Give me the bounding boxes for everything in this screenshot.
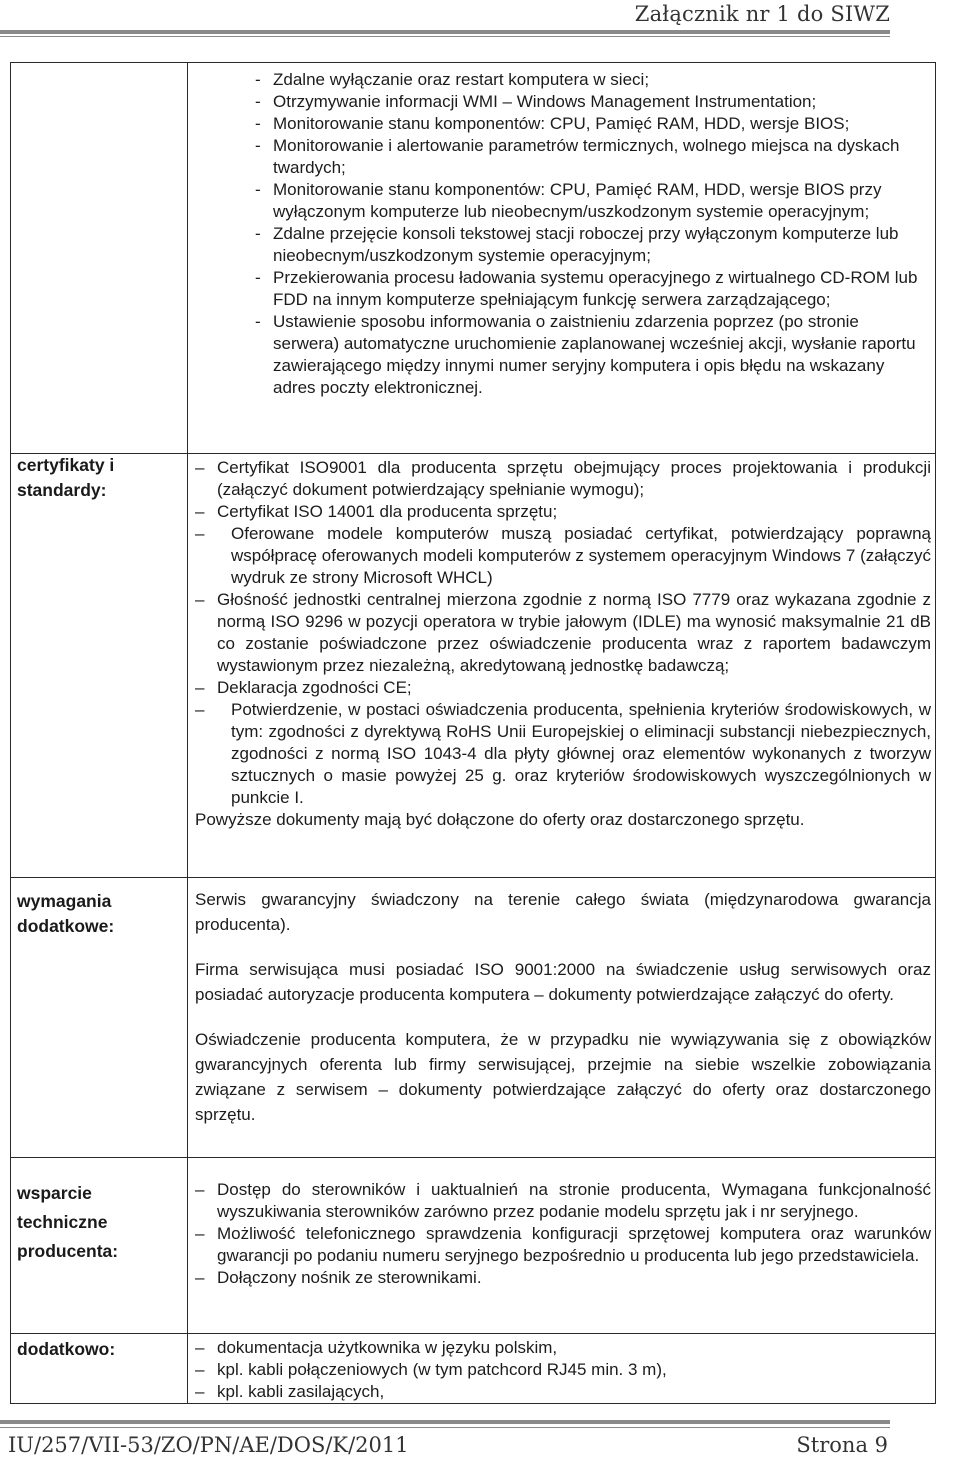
row-divider: [11, 877, 935, 878]
list-item: - Monitorowanie stanu komponentów: CPU, Pamięć RAM, HDD, wersje BIOS przy wyłączonym komputerze lub nieobecnym/uszkodzonym systemie operacyjnym;: [255, 180, 882, 221]
list-item: – Potwierdzenie, w postaci oświadczenia producenta, spełnienia kryteriów środowiskowych, w tym: zgodności z dyrektywą RoHS Unii Europejskiej o eliminacji substancji niebezpiecznych, zgodności z normą ISO 1043-4 dla płyty głównej oraz elementów wykonanych z tworzyw sztucznych o masie powyżej 25 g. oraz kryteriów środowiskowych wyszczególnionych w punkcie I.: [195, 700, 931, 807]
footer-rule: [0, 1420, 890, 1424]
list-item: – kpl. kabli zasilających,: [195, 1382, 385, 1401]
certificates-label: certyfikaty i standardy:: [17, 455, 115, 500]
continued-requirements-list: [255, 69, 927, 399]
document-header-title: Załącznik nr 1 do SIWZ: [634, 2, 890, 26]
row-divider: [11, 1333, 935, 1334]
header-rule-thin: [0, 36, 890, 37]
page-number: Strona 9: [796, 1433, 888, 1457]
technical-support-list: [195, 1179, 931, 1289]
technical-support-label: wsparcie techniczne producenta:: [17, 1183, 119, 1261]
row-divider: [11, 1157, 935, 1158]
paragraph: Oświadczenie producenta komputera, że w przypadku nie wywiązywania się z obowiązków gwarancyjnych oferenta lub firmy serwisującej, przejmie na siebie wszelkie zobowiązania związane z serwisem – dokumenty potwierdzające załączyć do oferty oraz dostarczonego sprzętu.: [195, 1030, 931, 1124]
certificates-closing-note: Powyższe dokumenty mają być dołączone do oferty oraz dostarczonego sprzętu.: [195, 810, 805, 829]
document-reference-number: IU/257/VII-53/ZO/PN/AE/DOS/K/2011: [8, 1433, 409, 1457]
list-item: – Dostęp do sterowników i uaktualnień na stronie producenta, Wymagana funkcjonalność wyszukiwania sterowników zarówno przez podanie modelu sprzętu jak i nr seryjnego.: [195, 1180, 931, 1221]
list-item: – Głośność jednostki centralnej mierzona zgodnie z normą ISO 7779 oraz wykazana zgodnie z normą ISO 9296 w pozycji operatora w trybie jałowym (IDLE) ma wynosić maksymalnie 21 dB co zostanie poświadczone przez oświadczenie producenta wraz z raportem badawczym wystawionym przez niezależną, akredytowaną jednostkę badawczą;: [195, 590, 931, 675]
extras-list: [195, 1337, 931, 1403]
list-item: - Zdalne przejęcie konsoli tekstowej stacji roboczej przy wyłączonym komputerze lub nieobecnym/uszkodzonym systemie operacyjnym;: [255, 224, 899, 265]
footer-rule-thin: [0, 1427, 890, 1428]
list-item: – Deklaracja zgodności CE;: [195, 678, 412, 697]
certificates-list: [195, 457, 931, 831]
paragraph: Serwis gwarancyjny świadczony na terenie całego świata (międzynarodowa gwarancja producenta).: [195, 890, 931, 934]
additional-requirements-label: wymagania dodatkowe:: [17, 891, 115, 936]
list-item: - Monitorowanie i alertowanie parametrów termicznych, wolnego miejsca na dyskach twardych;: [255, 136, 900, 177]
list-item: - Monitorowanie stanu komponentów: CPU, Pamięć RAM, HDD, wersje BIOS;: [255, 114, 850, 133]
list-item: - Otrzymywanie informacji WMI – Windows Management Instrumentation;: [255, 92, 817, 111]
extras-label: dodatkowo:: [17, 1339, 116, 1359]
list-item: - Ustawienie sposobu informowania o zaistnieniu zdarzenia poprzez (po stronie serwera) automatyczne uruchomienie zaplanowanej wcześniej akcji, wysłanie raportu zawierającego między innymi numer seryjny komputera i opis błędu na wskazany adres poczty elektronicznej.: [255, 312, 916, 397]
list-item: – Oferowane modele komputerów muszą posiadać certyfikat, potwierdzający poprawną współpracę oferowanych modeli komputerów z systemem operacyjnym Windows 7 (załączyć wydruk ze strony Microsoft WHCL): [195, 524, 931, 587]
list-item: – Możliwość telefonicznego sprawdzenia konfiguracji sprzętowej komputera oraz warunków gwarancji po podaniu numeru seryjnego bezpośrednio u producenta lub jego przedstawiciela.: [195, 1224, 931, 1265]
list-item: – Certyfikat ISO 14001 dla producenta sprzętu;: [195, 502, 558, 521]
list-item: - Zdalne wyłączanie oraz restart komputera w sieci;: [255, 70, 650, 89]
column-divider: [187, 63, 188, 1403]
list-item: – dokumentacja użytkownika w języku polskim,: [195, 1338, 558, 1357]
header-rule: [0, 30, 890, 34]
list-item: – Dołączony nośnik ze sterownikami.: [195, 1268, 482, 1287]
list-item: – Certyfikat ISO9001 dla producenta sprzętu obejmujący proces projektowania i produkcji (załączyć dokument potwierdzający spełnianie wymogu);: [195, 458, 931, 499]
paragraph: Firma serwisująca musi posiadać ISO 9001:2000 na świadczenie usług serwisowych oraz posiadać autoryzacje producenta komputera – dokumenty potwierdzające załączyć do oferty.: [195, 960, 931, 1004]
spec-table: [10, 62, 936, 1404]
list-item: – kpl. kabli połączeniowych (w tym patchcord RJ45 min. 3 m),: [195, 1360, 667, 1379]
list-item: - Przekierowania procesu ładowania systemu operacyjnego z wirtualnego CD-ROM lub FDD na innym komputerze spełniającym funkcję serwera zarządzającego;: [255, 268, 918, 309]
additional-requirements-text: [195, 887, 931, 1127]
